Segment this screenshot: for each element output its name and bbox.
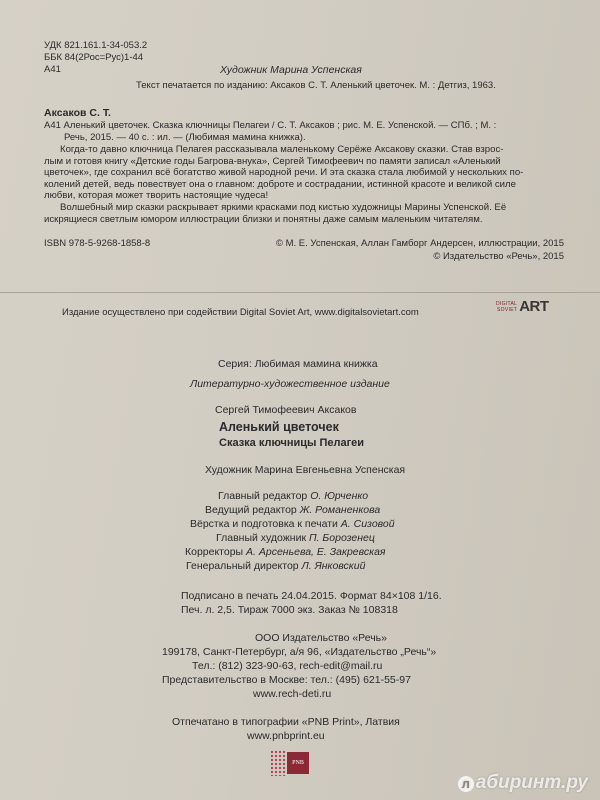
series-line: Серия: Любимая мамина книжка (218, 358, 378, 370)
author-mark-code: А41 (44, 64, 61, 75)
staff-chief-editor (218, 490, 368, 503)
udk-code: УДК 821.161.1-34-053.2 (44, 40, 148, 51)
staff-name: А. Сизовой (340, 518, 395, 530)
author-full-name: Сергей Тимофеевич Аксаков (215, 404, 357, 416)
edition-note: Текст печатается по изданию: Аксаков С. Т. Аленький цветочек. М. : Детгиз, 1963. (136, 80, 496, 91)
pnb-dot-grid (270, 750, 286, 776)
staff-name: О. Юрченко (310, 490, 369, 502)
illustrator-line: Художник Марина Евгеньевна Успенская (205, 464, 406, 476)
staff-name: П. Борозенец (308, 532, 375, 544)
copyright-illustrations: © М. Е. Успенская, Аллан Гамборг Андерсен, иллюстрации, 2015 (275, 238, 564, 249)
pnb-logo-text: PNB (287, 752, 309, 774)
publisher-site: www.rech-deti.ru (253, 688, 332, 700)
staff-role: Корректоры (185, 546, 244, 558)
printing-house: Отпечатано в типографии «PNB Print», Латвия (172, 716, 400, 728)
logo-word-digital: DIGITAL (496, 300, 518, 307)
biblio-line-1: А41 Аленький цветочек. Сказка ключницы Пелагеи / С. Т. Аксаков ; рис. М. Е. Успенской. — СПб. ; М. : (44, 120, 497, 131)
annotation-line: любви, которая может творить настоящие чудеса! (44, 190, 269, 202)
staff-name: Ж. Романенкова (299, 504, 381, 516)
digital-soviet-art-logo (496, 298, 549, 315)
staff-name: Л. Янковский (301, 560, 366, 572)
moscow-office: Представительство в Москве: тел.: (495) 621-55-97 (162, 674, 411, 686)
divider (0, 292, 600, 293)
staff-chief-artist (216, 532, 375, 545)
logo-small-text (496, 301, 517, 313)
genre-line: Литературно-художественное издание (190, 378, 390, 390)
isbn: ISBN 978-5-9268-1858-8 (44, 238, 151, 249)
staff-role: Главный художник (216, 532, 307, 544)
annotation-line: искрящиеся светлым юмором иллюстрации близки и понятны даже самым маленьким читателям. (44, 213, 483, 225)
pnb-print-logo (270, 750, 310, 776)
publisher-name: ООО Издательство «Речь» (255, 632, 387, 644)
staff-proofreaders (185, 546, 386, 559)
logo-word-soviet: SOVIET (497, 306, 518, 313)
staff-role: Генеральный директор (186, 560, 299, 572)
annotation (44, 144, 564, 225)
annotation-line: Когда-то давно ключница Пелагея рассказывала маленькому Серёже Аксакову сказки. Став взрос- (60, 144, 504, 155)
staff-layout (190, 518, 395, 531)
artist-line: Художник Марина Успенская (220, 64, 362, 76)
labirint-logo-icon: л (458, 776, 474, 792)
staff-role: Главный редактор (218, 490, 308, 502)
staff-name: А. Арсеньева, Е. Закревская (246, 546, 386, 558)
logo-word-art: ART (519, 298, 549, 315)
staff-role: Ведущий редактор (205, 504, 297, 516)
book-subtitle: Сказка ключницы Пелагеи (219, 437, 365, 449)
author-heading: Аксаков С. Т. (44, 107, 111, 119)
publisher-phone: Тел.: (812) 323-90-63, rech-edit@mail.ru (192, 660, 383, 672)
bbk-code: ББК 84(2Рос=Рус)1-44 (44, 52, 144, 63)
printer-site: www.pnbprint.eu (247, 730, 325, 742)
copyright-publisher: © Издательство «Речь», 2015 (433, 251, 564, 262)
staff-general-director (186, 560, 365, 573)
publisher-address: 199178, Санкт-Петербург, а/я 96, «Издательство „Речь“» (162, 646, 437, 658)
print-line-2: Печ. л. 2,5. Тираж 7000 экз. Заказ № 108318 (181, 604, 398, 616)
print-line-1: Подписано в печать 24.04.2015. Формат 84×108 1/16. (181, 590, 442, 602)
biblio-line-2: Речь, 2015. — 40 с. : ил. — (Любимая мамина книжка). (64, 132, 306, 143)
annotation-line: Волшебный мир сказки раскрывает яркими красками под кистью художницы Марины Успенской. Её (60, 201, 507, 213)
staff-role: Вёрстка и подготовка к печати (190, 518, 338, 530)
labirint-watermark (458, 772, 588, 794)
watermark-text: абиринт.ру (475, 772, 588, 793)
annotation-line: цветочек», где сохранил всё богатство живой народной речи. И эта сказка стала любимой у нескольких по- (44, 167, 524, 179)
sponsor-text: Издание осуществлено при содействии Digital Soviet Art, www.digitalsovietart.com (62, 307, 419, 318)
annotation-line: колений детей, ведь повествует она о главном: доброте и сострадании, истинной красоте и великой силе (44, 178, 516, 190)
staff-lead-editor (205, 504, 380, 517)
book-title: Аленький цветочек (219, 420, 339, 434)
annotation-line: лым и готовя книгу «Детские годы Багрова-внука», Сергей Тимофеевич по памяти записал «Аленький (44, 155, 501, 167)
